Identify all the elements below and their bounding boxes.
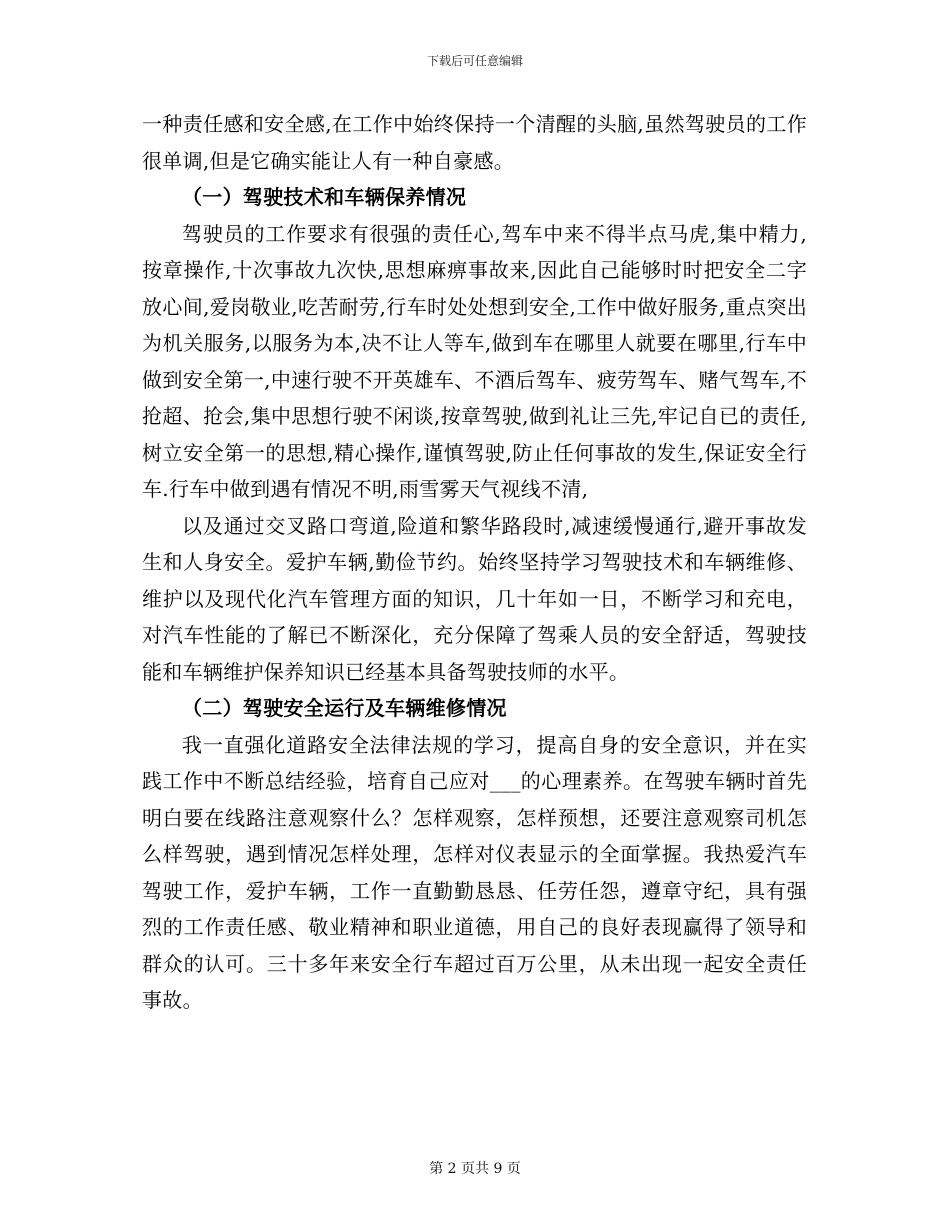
page-header: 下载后可任意编辑 — [426, 54, 523, 68]
page-footer: 第 2 页共 9 页 — [429, 1161, 521, 1177]
section-heading-1: （一）驾驶技术和车辆保养情况 — [182, 185, 467, 209]
document-body — [142, 106, 807, 1019]
section-1-paragraph-1: 驾驶员的工作要求有很强的责任心,驾车中来不得半点马虎,集中精力,按章操作,十次事故九次快,思想麻痹事故来,因此自己能够时时把安全二字放心间,爱岗敬业,吃苦耐劳,行车时处处想到安全,工作中做好服务,重点突出为机关服务,以服务为本,决不让人等车,做到车在哪里人就要在哪里,行车中做到安全第一,中速行驶不开英雄车、不酒后驾车、疲劳驾车、赌气驾车,不抢超、抢会,集中思想行驶不闲谈,按章驾驶,做到礼让三先,牢记自已的责任,树立安全第一的思想,精心操作,谨慎驾驶,防止任何事故的发生,保证安全行车.行车中做到遇有情况不明,雨雪雾天气视线不清, — [142, 221, 807, 501]
section-2-paragraph-1: 我一直强化道路安全法律法规的学习，提高自身的安全意识，并在实践工作中不断总结经验，培育自己应对___的心理素养。在驾驶车辆时首先明白要在线路注意观察什么？怎样观察，怎样预想，还要注意观察司机怎么样驾驶，遇到情况怎样处理，怎样对仪表显示的全面掌握。我热爱汽车驾驶工作，爱护车辆，工作一直勤勤恳恳、任劳任怨，遵章守纪，具有强烈的工作责任感、敬业精神和职业道德，用自己的良好表现赢得了领导和群众的认可。三十多年来安全行车超过百万公里，从未出现一起安全责任事故。 — [142, 732, 807, 1012]
section-heading-2: （二）驾驶安全运行及车辆维修情况 — [182, 696, 507, 720]
intro-paragraph: 一种责任感和安全感,在工作中始终保持一个清醒的头脑,虽然驾驶员的工作很单调,但是它确实能让人有一种自豪感。 — [142, 112, 807, 173]
section-1-paragraph-2: 以及通过交叉路口弯道,险道和繁华路段时,减速缓慢通行,避开事故发生和人身安全。爱护车辆,勤俭节约。始终坚持学习驾驶技术和车辆维修、维护以及现代化汽车管理方面的知识，几十年如一日，不断学习和充电，对汽车性能的了解已不断深化，充分保障了驾乘人员的安全舒适，驾驶技能和车辆维护保养知识已经基本具备驾驶技师的水平。 — [142, 513, 807, 684]
